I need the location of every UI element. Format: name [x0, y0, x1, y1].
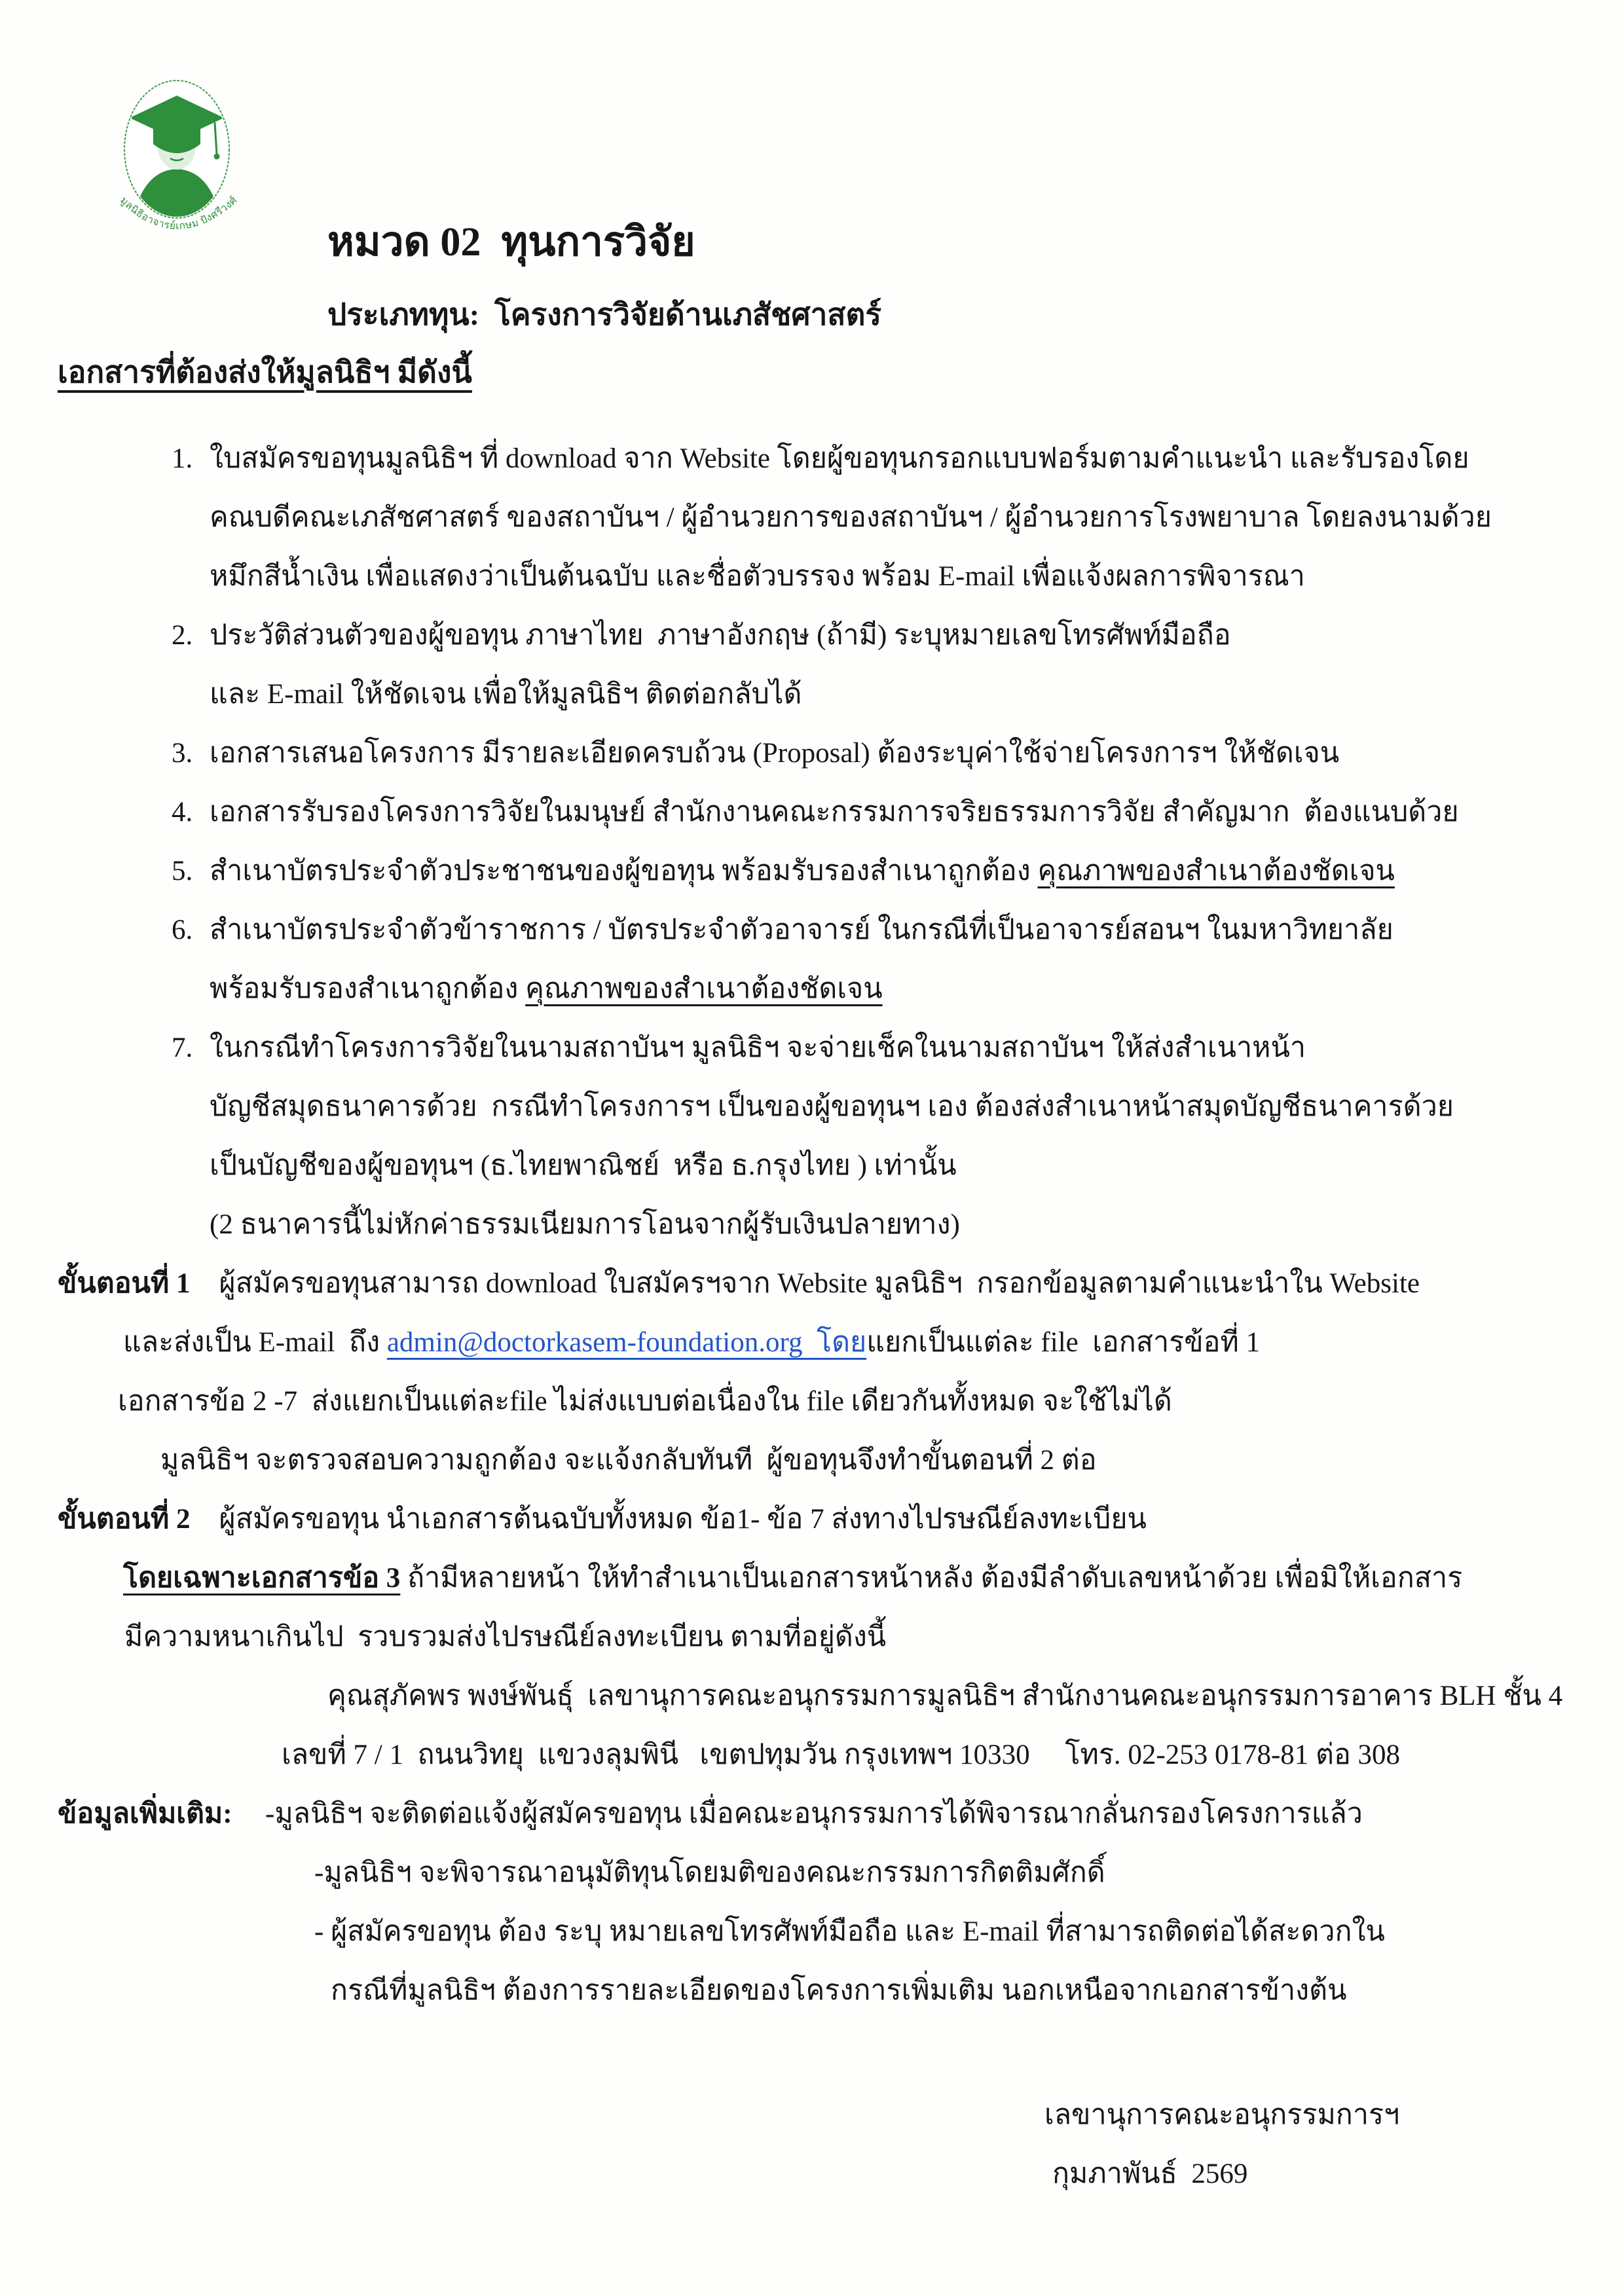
step-1-email-prefix: และส่งเป็น E-mail ถึง: [123, 1327, 387, 1358]
doc-item-5-underlined-text: คุณภาพของสำเนาต้องชัดเจน: [1037, 856, 1395, 886]
doc-item-7-line-4: (2 ธนาคารนี้ไม่หักค่าธรรมเนียมการโอนจากผู้รับเงินปลายทาง): [210, 1209, 960, 1240]
doc-item-5-number: 5.: [172, 856, 193, 886]
doc-item-4: [172, 783, 1624, 842]
documents-list: [172, 429, 1624, 1254]
doc-item-7: [172, 1019, 1624, 1254]
doc-item-1-line-3: หมึกสีน้ำเงิน เพื่อแสดงว่าเป็นต้นฉบับ และชื่อตัวบรรจง พร้อม E-mail เพื่อแจ้งผลการพิจารณา: [210, 561, 1305, 592]
doc-item-6-line-1: สำเนาบัตรประจำตัวข้าราชการ / บัตรประจำตัวอาจารย์ ในกรณีที่เป็นอาจารย์สอนฯ ในมหาวิทยาลัย: [210, 915, 1393, 945]
doc-item-6-number: 6.: [172, 915, 193, 945]
funding-type-subtitle: [327, 295, 1624, 335]
doc-item-6-line-2: [210, 960, 1624, 1019]
doc-item-6-underlined-text: คุณภาพของสำเนาต้องชัดเจน: [525, 974, 883, 1004]
additional-info-line-3: - ผู้สมัครขอทุน ต้อง ระบุ หมายเลขโทรศัพท์มือถือ และ E-mail ที่สามารถติดต่อได้สะดวกใน: [314, 1916, 1385, 1947]
doc-item-1-number: 1.: [172, 443, 193, 474]
funding-type-label: ประเภททุน:: [327, 298, 480, 331]
step-2-line-2: [123, 1549, 1624, 1608]
step-2-line-1: [58, 1490, 1624, 1549]
doc-item-4-line-1: เอกสารรับรองโครงการวิจัยในมนุษย์ สำนักงานคณะกรรมการจริยธรรมการวิจัย สำคัญมาก ต้องแนบด้วย: [210, 797, 1459, 828]
doc-item-3-number: 3.: [172, 738, 193, 769]
step-2-line-2-rest: ถ้ามีหลายหน้า ให้ทำสำเนาเป็นเอกสารหน้าหลัง ต้องมีลำดับเลขหน้าด้วย เพื่อมิให้เอกสาร: [400, 1563, 1463, 1594]
doc-item-1-line-2: คณบดีคณะเภสัชศาสตร์ ของสถาบันฯ / ผู้อำนวยการของสถาบันฯ / ผู้อำนวยการโรงพยาบาล โดยลงนามด้วย: [210, 502, 1492, 533]
step-1-email-suffix: แยกเป็นแต่ละ file เอกสารข้อที่ 1: [866, 1327, 1261, 1358]
signature-date: กุมภาพันธ์ 2569: [1052, 2159, 1248, 2189]
step-1-section: [0, 1254, 1624, 1490]
step-1-label: ขั้นตอนที่ 1: [58, 1268, 191, 1299]
step-1-line-4: มูลนิธิฯ จะตรวจสอบความถูกต้อง จะแจ้งกลับทันที ผู้ขอทุนจึงทำขั้นตอนที่ 2 ต่อ: [160, 1445, 1097, 1476]
step-2-line-3: มีความหนาเกินไป รวบรวมส่งไปรษณีย์ลงทะเบียน ตามที่อยู่ดังนี้: [124, 1622, 887, 1652]
signature-block: [1044, 2086, 1624, 2204]
step-1-line-3: เอกสารข้อ 2 -7 ส่งแยกเป็นแต่ละfile ไม่ส่งแบบต่อเนื่องใน file เดียวกันทั้งหมด จะใช้ไม่ได้: [118, 1386, 1172, 1417]
additional-info-section: [0, 1785, 1624, 2020]
doc-item-5-line-1: [210, 842, 1624, 901]
doc-item-7-line-1: ในกรณีทำโครงการวิจัยในนามสถาบันฯ มูลนิธิฯ จะจ่ายเช็คในนามสถาบันฯ ให้ส่งสำเนาหน้า: [210, 1032, 1306, 1063]
doc-item-2-line-1: ประวัติส่วนตัวของผู้ขอทุน ภาษาไทย ภาษาอังกฤษ (ถ้ามี) ระบุหมายเลขโทรศัพท์มือถือ: [210, 620, 1231, 651]
doc-item-1-line-1: ใบสมัครขอทุนมูลนิธิฯ ที่ download จาก Website โดยผู้ขอทุนกรอกแบบฟอร์มตามคำแนะนำ และรับรองโดย: [210, 443, 1469, 474]
step-1-line-2: [123, 1313, 1624, 1372]
doc-item-4-number: 4.: [172, 797, 193, 828]
doc-item-2-line-2: และ E-mail ให้ชัดเจน เพื่อให้มูลนิธิฯ ติดต่อกลับได้: [210, 679, 802, 710]
doc-item-7-number: 7.: [172, 1032, 193, 1063]
step-2-underlined-text: โดยเฉพาะเอกสารข้อ 3: [123, 1563, 401, 1594]
signature-title: เลขานุการคณะอนุกรรมการฯ: [1044, 2100, 1400, 2130]
email-link[interactable]: admin@doctorkasem-foundation.org โดย: [386, 1327, 867, 1358]
step-2-section: [0, 1490, 1624, 1785]
doc-item-7-line-2: บัญชีสมุดธนาคารด้วย กรณีทำโครงการฯ เป็นของผู้ขอทุนฯ เอง ต้องส่งสำเนาหน้าสมุดบัญชีธนาคารด้วย: [210, 1091, 1454, 1122]
logo-ring-text: มูลนิธิอาจารย์เกษม ปังศรีวงศ์: [118, 194, 240, 232]
doc-item-2-number: 2.: [172, 620, 193, 651]
additional-info-text-1: -มูลนิธิฯ จะติดต่อแจ้งผู้สมัครขอทุน เมื่อคณะอนุกรรมการได้พิจารณากลั่นกรองโครงการแล้ว: [265, 1798, 1363, 1829]
doc-item-5-text: สำเนาบัตรประจำตัวประชาชนของผู้ขอทุน พร้อมรับรองสำเนาถูกต้อง: [210, 856, 1038, 886]
step-2-label: ขั้นตอนที่ 2: [58, 1504, 191, 1535]
mailing-address-line-2: เลขที่ 7 / 1 ถนนวิทยุ แขวงลุมพินี เขตปทุมวัน กรุงเทพฯ 10330 โทร. 02-253 0178-81 ต่อ 308: [282, 1740, 1401, 1770]
doc-item-3: [172, 724, 1624, 783]
step-1-text: ผู้สมัครขอทุนสามารถ download ใบสมัครฯจาก Website มูลนิธิฯ กรอกข้อมูลตามคำแนะนำใน Website: [219, 1268, 1420, 1299]
doc-item-2: [172, 606, 1624, 724]
funding-type-value: โครงการวิจัยด้านเภสัชศาสตร์: [494, 298, 882, 331]
doc-item-7-line-3: เป็นบัญชีของผู้ขอทุนฯ (ธ.ไทยพาณิชย์ หรือ ธ.กรุงไทย ) เท่านั้น: [210, 1150, 957, 1181]
step-1-line-1: [58, 1254, 1624, 1313]
mailing-address-line-1: คุณสุภัคพร พงษ์พันธุ์ เลขานุการคณะอนุกรรมการมูลนิธิฯ สำนักงานคณะอนุกรรมการอาคาร BLH ชั้น 4: [327, 1681, 1563, 1711]
additional-info-label: ข้อมูลเพิ่มเติม:: [58, 1798, 232, 1829]
additional-info-line-2: -มูลนิธิฯ จะพิจารณาอนุมัติทุนโดยมติของคณะกรรมการกิตติมศักดิ์: [314, 1857, 1105, 1888]
additional-info-line-1: [58, 1785, 1624, 1844]
doc-item-6-line-2-text: พร้อมรับรองสำเนาถูกต้อง: [210, 974, 526, 1004]
doc-item-5: [172, 842, 1624, 901]
page-title: หมวด 02 ทุนการวิจัย: [327, 220, 695, 264]
doc-item-6: [172, 901, 1624, 1019]
documents-heading: เอกสารที่ต้องส่งให้มูลนิธิฯ มีดังนี้: [58, 355, 472, 389]
step-2-text: ผู้สมัครขอทุน นำเอกสารต้นฉบับทั้งหมด ข้อ1- ข้อ 7 ส่งทางไปรษณีย์ลงทะเบียน: [219, 1504, 1147, 1535]
doc-item-1: [172, 429, 1624, 606]
additional-info-line-4: กรณีที่มูลนิธิฯ ต้องการรายละเอียดของโครงการเพิ่มเติม นอกเหนือจากเอกสารข้างต้น: [331, 1975, 1347, 2006]
doc-item-3-line-1: เอกสารเสนอโครงการ มีรายละเอียดครบถ้วน (Proposal) ต้องระบุค่าใช้จ่ายโครงการฯ ให้ชัดเจน: [210, 738, 1340, 769]
